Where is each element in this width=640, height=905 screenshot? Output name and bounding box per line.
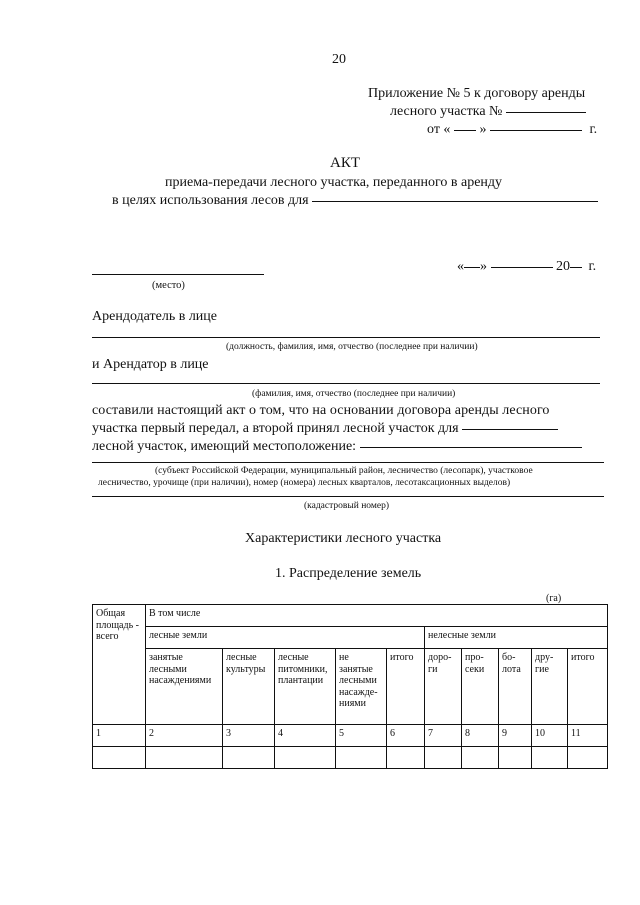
tenant-label: и Арендатор в лице bbox=[92, 357, 209, 372]
col-number: 9 bbox=[499, 725, 532, 747]
act-purpose-line bbox=[112, 193, 598, 209]
location-caption-1: (субъект Российской Федерации, муниципальный район, лесничество (лесопарк), участковое bbox=[155, 466, 533, 476]
purpose-blank bbox=[312, 200, 598, 202]
place-caption: (место) bbox=[152, 280, 185, 291]
table-cell-empty[interactable] bbox=[146, 747, 223, 769]
date-year-blank bbox=[570, 266, 582, 268]
date-open-quote: « bbox=[457, 259, 464, 274]
col-number: 4 bbox=[275, 725, 336, 747]
landlord-blank bbox=[92, 337, 600, 338]
location-blank bbox=[360, 446, 582, 448]
col-number: 3 bbox=[223, 725, 275, 747]
table-cell-empty[interactable] bbox=[462, 747, 499, 769]
table-cell-empty[interactable] bbox=[387, 747, 425, 769]
appendix-contract-number-label: лесного участка № bbox=[390, 104, 503, 119]
unit-label: (га) bbox=[546, 593, 562, 604]
day-blank bbox=[454, 129, 476, 131]
contract-number-blank bbox=[506, 111, 586, 113]
th-clearings: про-секи bbox=[462, 649, 499, 725]
place-blank bbox=[92, 274, 264, 275]
tenant-blank bbox=[92, 383, 600, 384]
table-cell-empty[interactable] bbox=[425, 747, 462, 769]
th-nurseries: лесные питомники, плантации bbox=[275, 649, 336, 725]
col-number: 11 bbox=[568, 725, 608, 747]
date-from-label: от « bbox=[427, 122, 451, 137]
table-cell-empty[interactable] bbox=[499, 747, 532, 769]
th-total-area: Общая площадь - всего bbox=[93, 605, 146, 725]
table-cell-empty[interactable] bbox=[223, 747, 275, 769]
th-covered: занятые лесными насаждениями bbox=[146, 649, 223, 725]
act-purpose-label: в целях использования лесов для bbox=[112, 193, 309, 208]
table-cell-empty[interactable] bbox=[93, 747, 146, 769]
landlord-caption: (должность, фамилия, имя, отчество (последнее при наличии) bbox=[226, 342, 478, 352]
col-number: 6 bbox=[387, 725, 425, 747]
cadastral-blank bbox=[92, 496, 604, 497]
th-not-covered: не занятые лесными насажде-ниями bbox=[336, 649, 387, 725]
col-number: 7 bbox=[425, 725, 462, 747]
th-other: дру-гие bbox=[532, 649, 568, 725]
location-blank-2 bbox=[92, 462, 604, 463]
table-cell-empty[interactable] bbox=[568, 747, 608, 769]
page-number: 20 bbox=[332, 52, 346, 67]
col-number: 1 bbox=[93, 725, 146, 747]
body-line-3 bbox=[92, 439, 582, 455]
table-cell-empty[interactable] bbox=[532, 747, 568, 769]
th-including: В том числе bbox=[146, 605, 608, 627]
date-month-blank bbox=[491, 266, 553, 268]
date-year-prefix: 20 bbox=[556, 259, 570, 274]
appendix-line-3 bbox=[427, 122, 597, 138]
year-suffix: г. bbox=[589, 122, 598, 137]
table-cell-empty[interactable] bbox=[336, 747, 387, 769]
tenant-caption: (фамилия, имя, отчество (последнее при наличии) bbox=[252, 389, 456, 399]
date-line bbox=[457, 259, 596, 275]
body-line-2 bbox=[92, 421, 558, 437]
subsection-title: 1. Распределение земель bbox=[275, 566, 422, 581]
land-distribution-table bbox=[92, 604, 608, 769]
appendix-line-1: Приложение № 5 к договору аренды bbox=[368, 86, 586, 101]
appendix-line-2 bbox=[390, 104, 586, 120]
col-number: 5 bbox=[336, 725, 387, 747]
col-number: 8 bbox=[462, 725, 499, 747]
th-nonforest-lands: нелесные земли bbox=[425, 627, 608, 649]
location-caption-2: лесничество, урочище (при наличии), номер (номера) лесных кварталов, лесотаксационных выделов) bbox=[98, 478, 511, 488]
cadastral-caption: (кадастровый номер) bbox=[304, 501, 390, 511]
body-line-2-text: участка первый передал, а второй принял лесной участок для bbox=[92, 421, 459, 436]
table-cell-empty[interactable] bbox=[275, 747, 336, 769]
date-day-blank bbox=[464, 266, 480, 268]
th-cultures: лесные культуры bbox=[223, 649, 275, 725]
body-purpose-blank bbox=[462, 428, 558, 430]
date-year-suffix: г. bbox=[588, 259, 597, 274]
date-quote-close: » bbox=[479, 122, 487, 137]
body-line-3-text: лесной участок, имеющий местоположение: bbox=[92, 439, 357, 454]
date-close-quote: » bbox=[480, 259, 487, 274]
act-title: АКТ bbox=[330, 155, 360, 171]
act-subtitle: приема-передачи лесного участка, переданного в аренду bbox=[165, 175, 503, 190]
th-swamps: бо-лота bbox=[499, 649, 532, 725]
th-roads: доро-ги bbox=[425, 649, 462, 725]
th-total-nonforest: итого bbox=[568, 649, 608, 725]
month-blank bbox=[490, 129, 582, 131]
th-total-forest: итого bbox=[387, 649, 425, 725]
body-line-1: составили настоящий акт о том, что на основании договора аренды лесного bbox=[92, 403, 550, 418]
landlord-label: Арендодатель в лице bbox=[92, 309, 218, 324]
th-forest-lands: лесные земли bbox=[146, 627, 425, 649]
col-number: 10 bbox=[532, 725, 568, 747]
col-number: 2 bbox=[146, 725, 223, 747]
section-title: Характеристики лесного участка bbox=[245, 531, 442, 546]
